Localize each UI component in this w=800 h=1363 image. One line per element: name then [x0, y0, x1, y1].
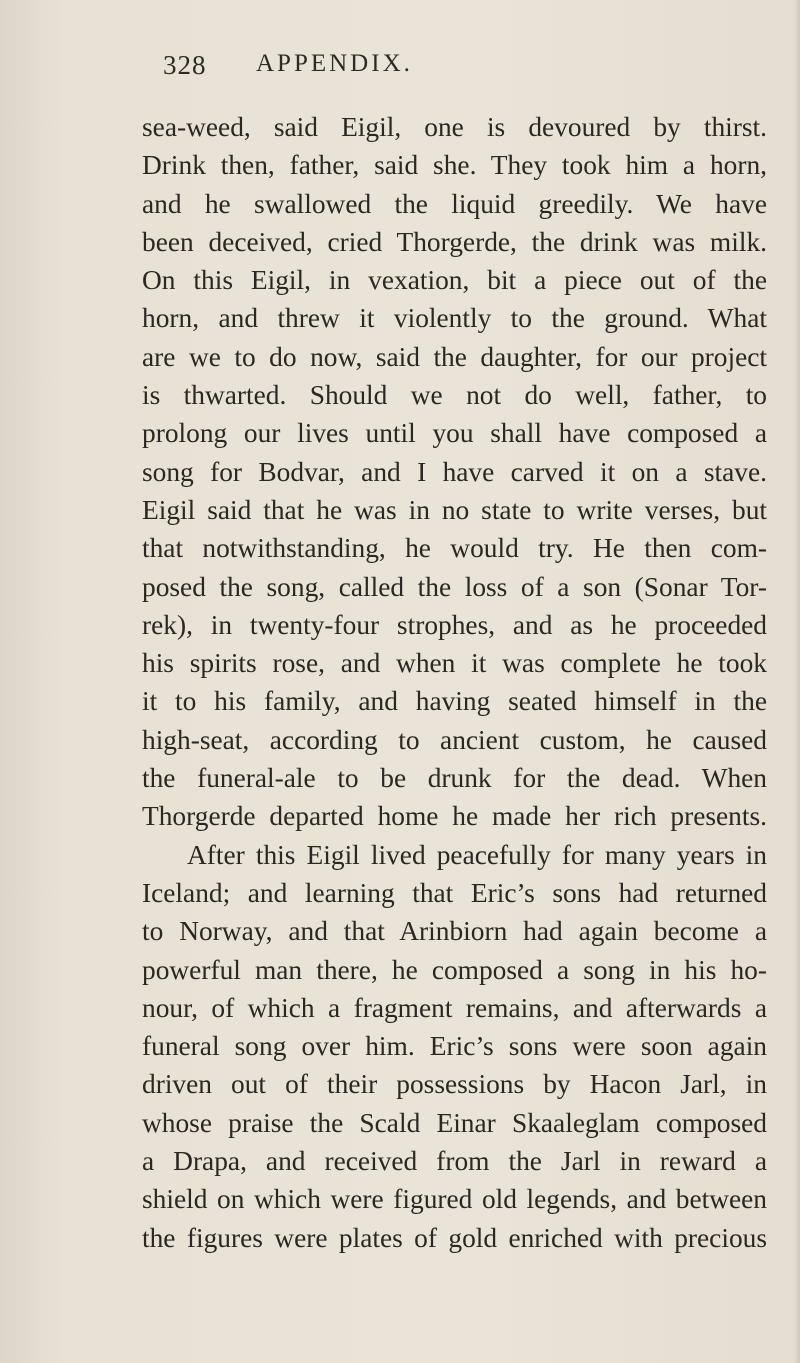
text-line: driven out of their possessions by Hacon Jarl, in — [142, 1069, 767, 1100]
text-line: posed the song, called the loss of a son (Sonar Tor- — [142, 571, 767, 602]
page-number: 328 — [163, 50, 207, 80]
text-line: is thwarted. Should we not do well, father, to — [142, 380, 767, 411]
text-line: whose praise the Scald Einar Skaaleglam composed — [142, 1107, 767, 1138]
text-line: Drink then, father, said she. They took him a horn, — [142, 150, 767, 181]
text-line: high-seat, according to ancient custom, he caused — [142, 724, 767, 755]
text-line: On this Eigil, in vexation, bit a piece out of the — [142, 265, 767, 296]
page-edge-shadow — [794, 0, 800, 1363]
text-line: it to his family, and having seated himself in the — [142, 686, 767, 717]
text-line: to Norway, and that Arinbiorn had again become a — [142, 916, 767, 947]
text-line: Thorgerde departed home he made her rich presents. — [142, 801, 767, 832]
text-line: the figures were plates of gold enriched with precious — [142, 1222, 767, 1253]
text-line: shield on which were figured old legends, and between — [142, 1184, 767, 1215]
body-text — [142, 108, 767, 1257]
text-line: and he swallowed the liquid greedily. We have — [142, 188, 767, 219]
text-line: his spirits rose, and when it was complete he took — [142, 648, 767, 679]
text-line: Iceland; and learning that Eric’s sons had returned — [142, 877, 767, 908]
text-line: the funeral-ale to be drunk for the dead. When — [142, 763, 767, 794]
text-line: sea-weed, said Eigil, one is devoured by thirst. — [142, 112, 767, 142]
text-line: a Drapa, and received from the Jarl in reward a — [142, 1146, 767, 1177]
text-line: Eigil said that he was in no state to write verses, but — [142, 494, 767, 525]
page-header — [163, 50, 763, 86]
text-line: funeral song over him. Eric’s sons were soon again — [142, 1031, 767, 1062]
paragraph-start-line: After this Eigil lived peacefully for many years in — [187, 839, 767, 870]
text-line: song for Bodvar, and I have carved it on a stave. — [142, 456, 767, 487]
text-line: nour, of which a fragment remains, and afterwards a — [142, 992, 767, 1023]
text-line: that notwithstanding, he would try. He then com- — [142, 533, 767, 564]
text-line: powerful man there, he composed a song in his ho- — [142, 954, 767, 985]
text-line: rek), in twenty-four strophes, and as he proceeded — [142, 609, 767, 640]
text-line: are we to do now, said the daughter, for our project — [142, 341, 767, 372]
running-head: APPENDIX. — [256, 50, 413, 77]
text-line: horn, and threw it violently to the ground. What — [142, 303, 767, 334]
text-line: been deceived, cried Thorgerde, the drink was milk. — [142, 226, 767, 257]
text-line: prolong our lives until you shall have composed a — [142, 418, 767, 449]
